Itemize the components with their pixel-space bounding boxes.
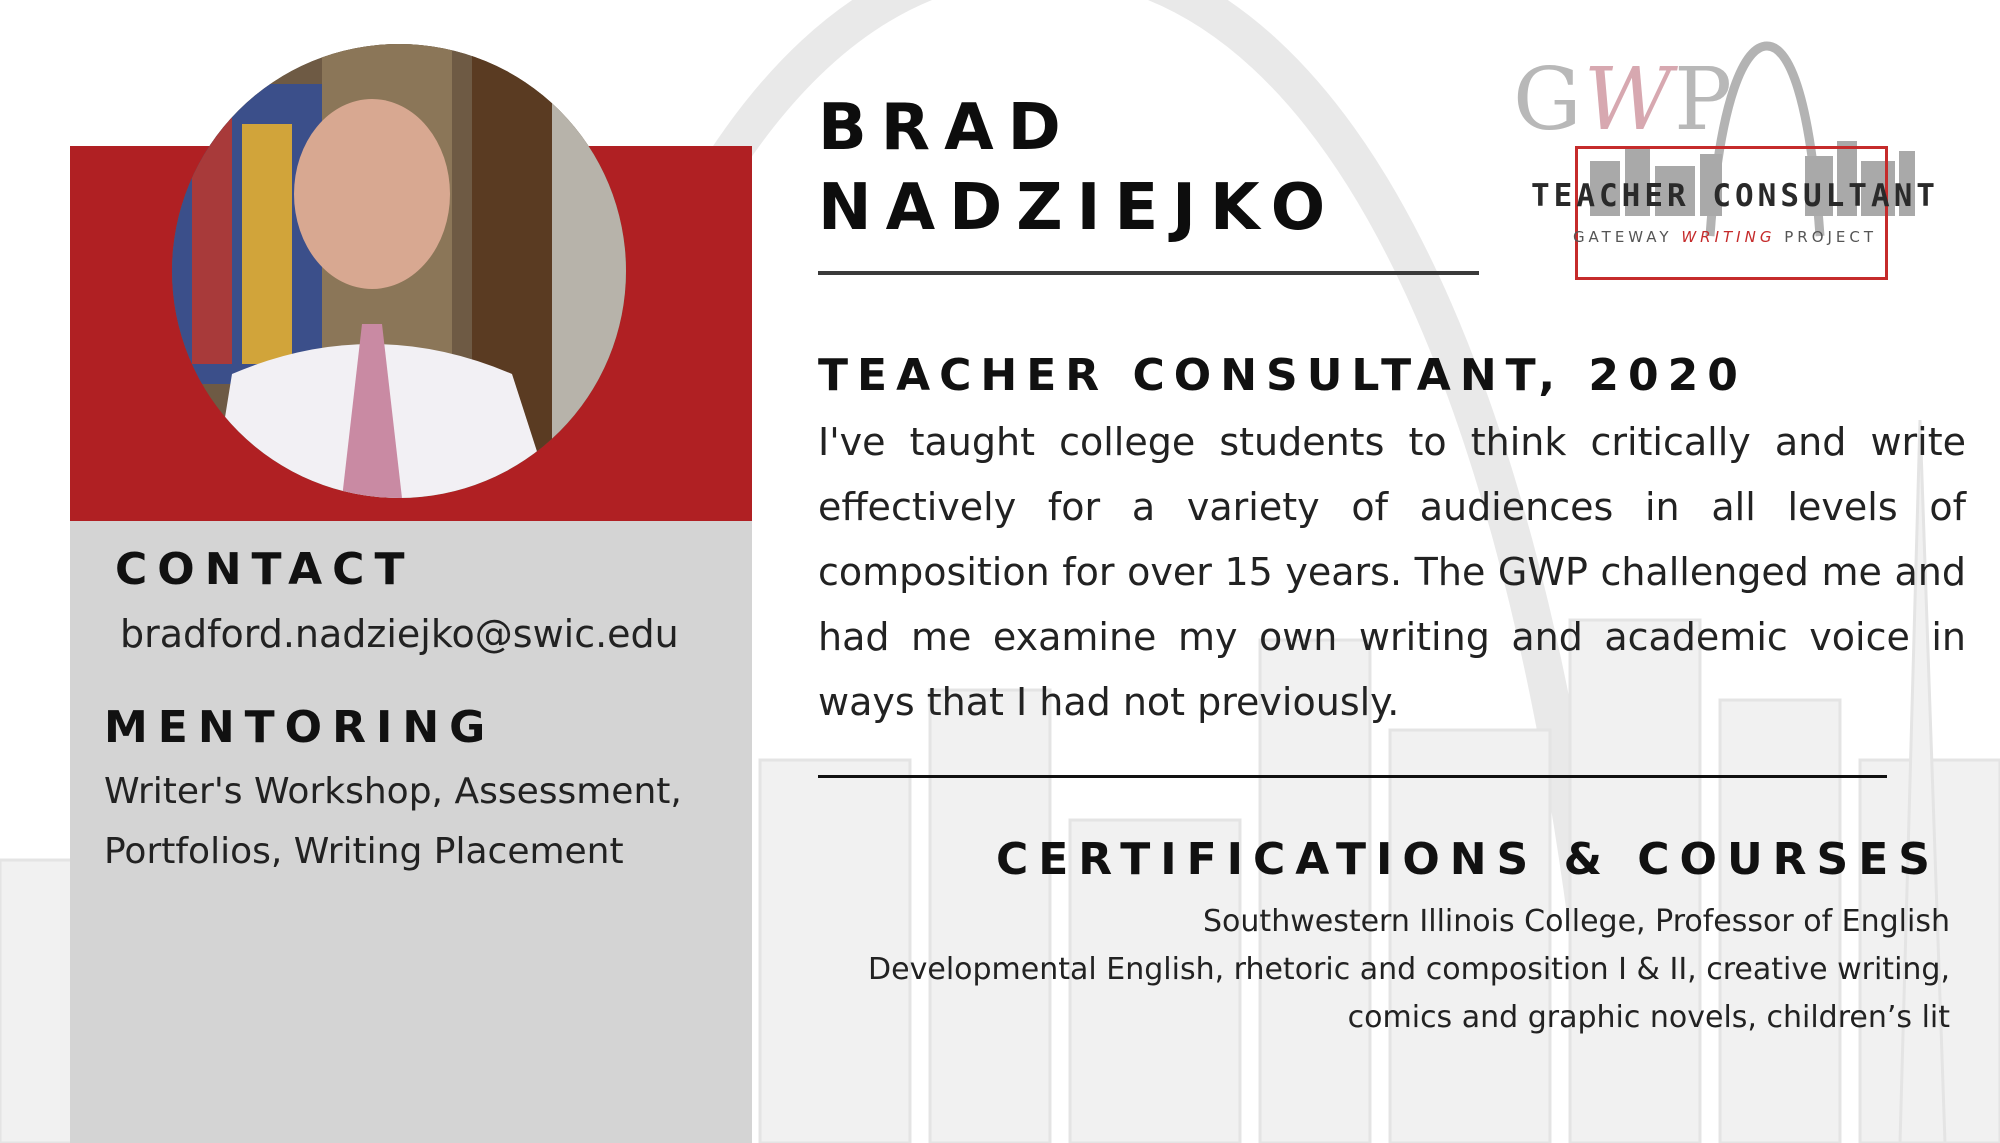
name-divider [818,271,1479,275]
first-name: BRAD [818,91,1075,165]
portrait-photo [172,44,626,498]
mentoring-line: Writer's Workshop, Assessment, [104,771,682,812]
role-heading: TEACHER CONSULTANT, 2020 [818,350,1747,401]
logo-sub-highlight: WRITING [1681,228,1776,246]
gwp-letter: P [1674,50,1734,150]
certification-line: Southwestern Illinois College, Professor of English [1203,904,1950,939]
contact-email[interactable]: bradford.nadziejko@swic.edu [120,612,679,656]
logo-subtitle [1560,228,1890,246]
mentoring-body [104,762,744,882]
person-name [818,88,1339,248]
certification-line: comics and graphic novels, children’s lit [1347,1000,1950,1035]
logo-sub-text: GATEWAY [1572,228,1682,246]
logo-title: TEACHER CONSULTANT [1531,178,1939,214]
last-name: NADZIEJKO [818,171,1340,245]
mentoring-heading: MENTORING [104,702,496,753]
gwp-letter: G [1513,50,1584,150]
bio-paragraph: I've taught college students to think critically and write effectively for a variety of audiences in all levels of composition for over 15 years. The GWP challenged me and had me examine my own writing and academic voice in ways that I had not previously. [818,420,1966,724]
section-divider [818,775,1887,778]
logo-sub-text: PROJECT [1775,228,1878,246]
certifications-heading: CERTIFICATIONS & COURSES [995,834,1940,885]
gwp-letter: W [1583,50,1675,150]
mentoring-line: Portfolios, Writing Placement [104,831,624,872]
contact-heading: CONTACT [115,544,415,595]
gwp-wordmark [1513,50,1734,150]
certification-line: Developmental English, rhetoric and composition I & II, creative writing, [868,952,1950,987]
certifications-list [800,898,1950,1042]
